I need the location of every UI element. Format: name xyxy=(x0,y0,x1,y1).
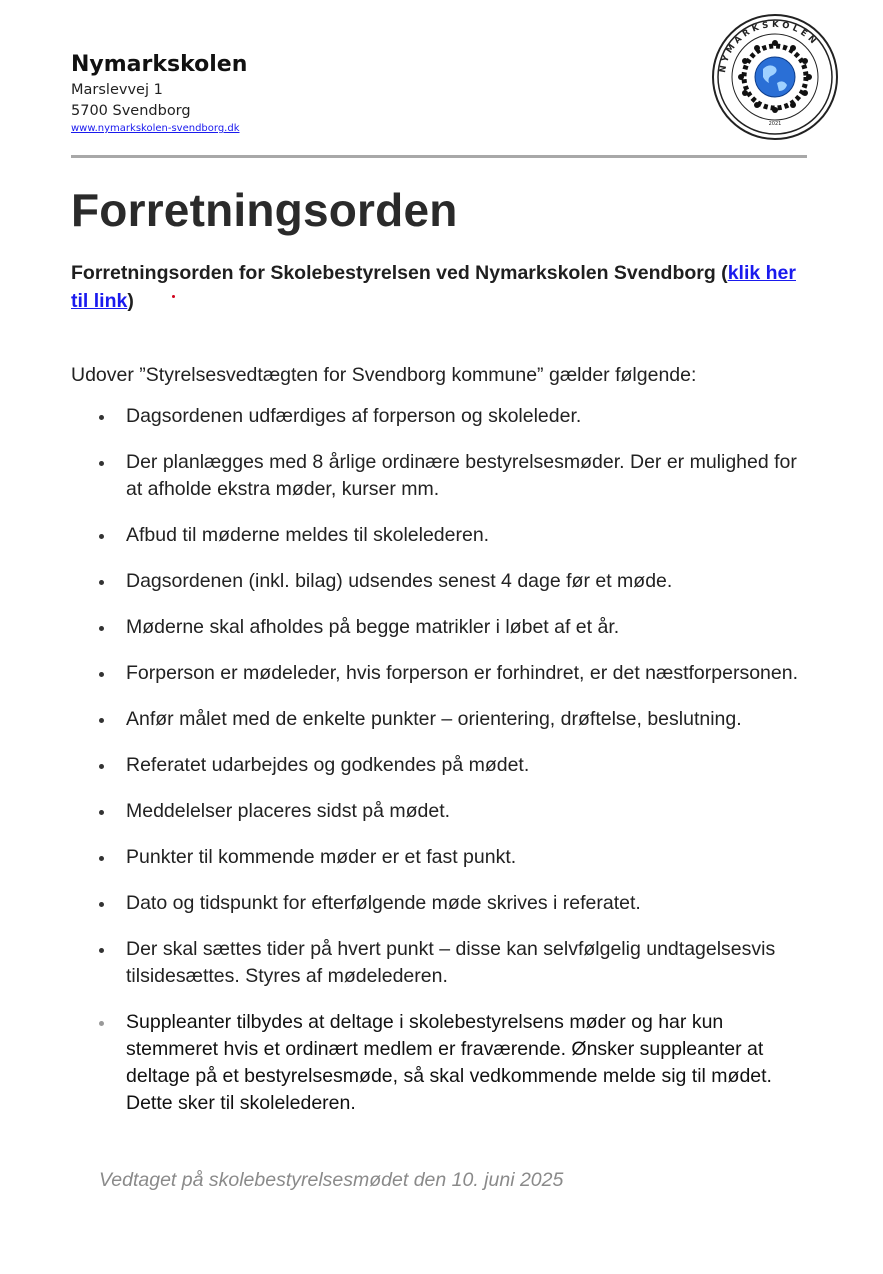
list-item xyxy=(71,798,816,825)
rule-text: Forperson er mødeleder, hvis forperson er forhindret, er det næstforpersonen. xyxy=(126,662,798,684)
bullet-icon xyxy=(99,856,104,861)
school-logo xyxy=(711,13,839,141)
list-item xyxy=(71,403,816,430)
bullet-icon xyxy=(99,626,104,631)
page-title: Forretningsorden xyxy=(71,184,458,236)
bullet-icon xyxy=(99,718,104,723)
letterhead xyxy=(71,50,807,136)
rule-text: Dagsordenen (inkl. bilag) udsendes senest 4 dage før et møde. xyxy=(126,570,673,592)
rule-text: Dato og tidspunkt for efterfølgende møde skrives i referatet. xyxy=(126,892,641,914)
rule-text: Møderne skal afholdes på begge matrikler i løbet af et år. xyxy=(126,616,620,638)
rule-text: Dagsordenen udfærdiges af forperson og skoleleder. xyxy=(126,405,582,427)
intro-text: Udover ”Styrelsesvedtægten for Svendborg kommune” gælder følgende: xyxy=(71,364,697,386)
list-item xyxy=(71,568,816,595)
subtitle-close: ) xyxy=(127,290,134,312)
bullet-icon xyxy=(99,415,104,420)
bullet-icon xyxy=(99,902,104,907)
bullet-icon xyxy=(99,580,104,585)
list-item xyxy=(71,936,816,990)
bullet-icon xyxy=(99,948,104,953)
rule-text: Suppleanter tilbydes at deltage i skolebestyrelsens møder og har kun stemmeret hvis et ordinært medlem er fraværende. Ønsker suppleanter at deltage på et bestyrelsesmøde, så skal vedkommende melde sig til mødet. Dette sker til skolelederen. xyxy=(126,1011,772,1114)
document-subtitle xyxy=(71,259,811,315)
external-link[interactable]: klik her til link xyxy=(71,262,796,312)
bullet-icon xyxy=(99,534,104,539)
header-divider xyxy=(71,155,807,158)
list-item xyxy=(71,706,816,733)
subtitle-text: Forretningsorden for Skolebestyrelsen ved Nymarkskolen Svendborg ( xyxy=(71,262,728,284)
list-item xyxy=(71,449,816,503)
list-item xyxy=(71,890,816,917)
rule-text: Der skal sættes tider på hvert punkt – disse kan selvfølgelig undtagelsesvis tilsidesættes. Styres af mødelederen. xyxy=(126,938,776,987)
school-name: Nymarkskolen xyxy=(71,52,248,77)
red-dot-mark xyxy=(172,295,175,298)
list-item xyxy=(71,844,816,871)
list-item xyxy=(71,1009,816,1117)
address-street: Marslevvej 1 xyxy=(71,82,163,98)
list-item xyxy=(71,660,816,687)
rules-list xyxy=(71,403,816,1117)
rule-text: Punkter til kommende møder er et fast punkt. xyxy=(126,846,517,868)
logo-year: 2021 xyxy=(768,121,782,127)
bullet-icon xyxy=(99,672,104,677)
bullet-icon xyxy=(99,461,104,466)
adopted-note: Vedtaget på skolebestyrelsesmødet den 10. juni 2025 xyxy=(99,1169,564,1191)
list-item xyxy=(71,752,816,779)
rule-text: Der planlægges med 8 årlige ordinære bestyrelsesmøder. Der er mulighed for at afholde ekstra møder, kurser mm. xyxy=(126,451,797,500)
bullet-icon xyxy=(99,1021,104,1026)
rule-text: Afbud til møderne meldes til skolelederen. xyxy=(126,524,490,546)
logo-text: NYMARKSKOLEN xyxy=(718,19,820,74)
rule-text: Meddelelser placeres sidst på mødet. xyxy=(126,800,451,822)
address-city: 5700 Svendborg xyxy=(71,103,191,119)
list-item xyxy=(71,614,816,641)
rule-text: Referatet udarbejdes og godkendes på mødet. xyxy=(126,754,530,776)
bullet-icon xyxy=(99,764,104,769)
website-link[interactable]: www.nymarkskolen-svendborg.dk xyxy=(71,123,240,134)
rule-text: Anfør målet med de enkelte punkter – orientering, drøftelse, beslutning. xyxy=(126,708,742,730)
list-item xyxy=(71,522,816,549)
bullet-icon xyxy=(99,810,104,815)
